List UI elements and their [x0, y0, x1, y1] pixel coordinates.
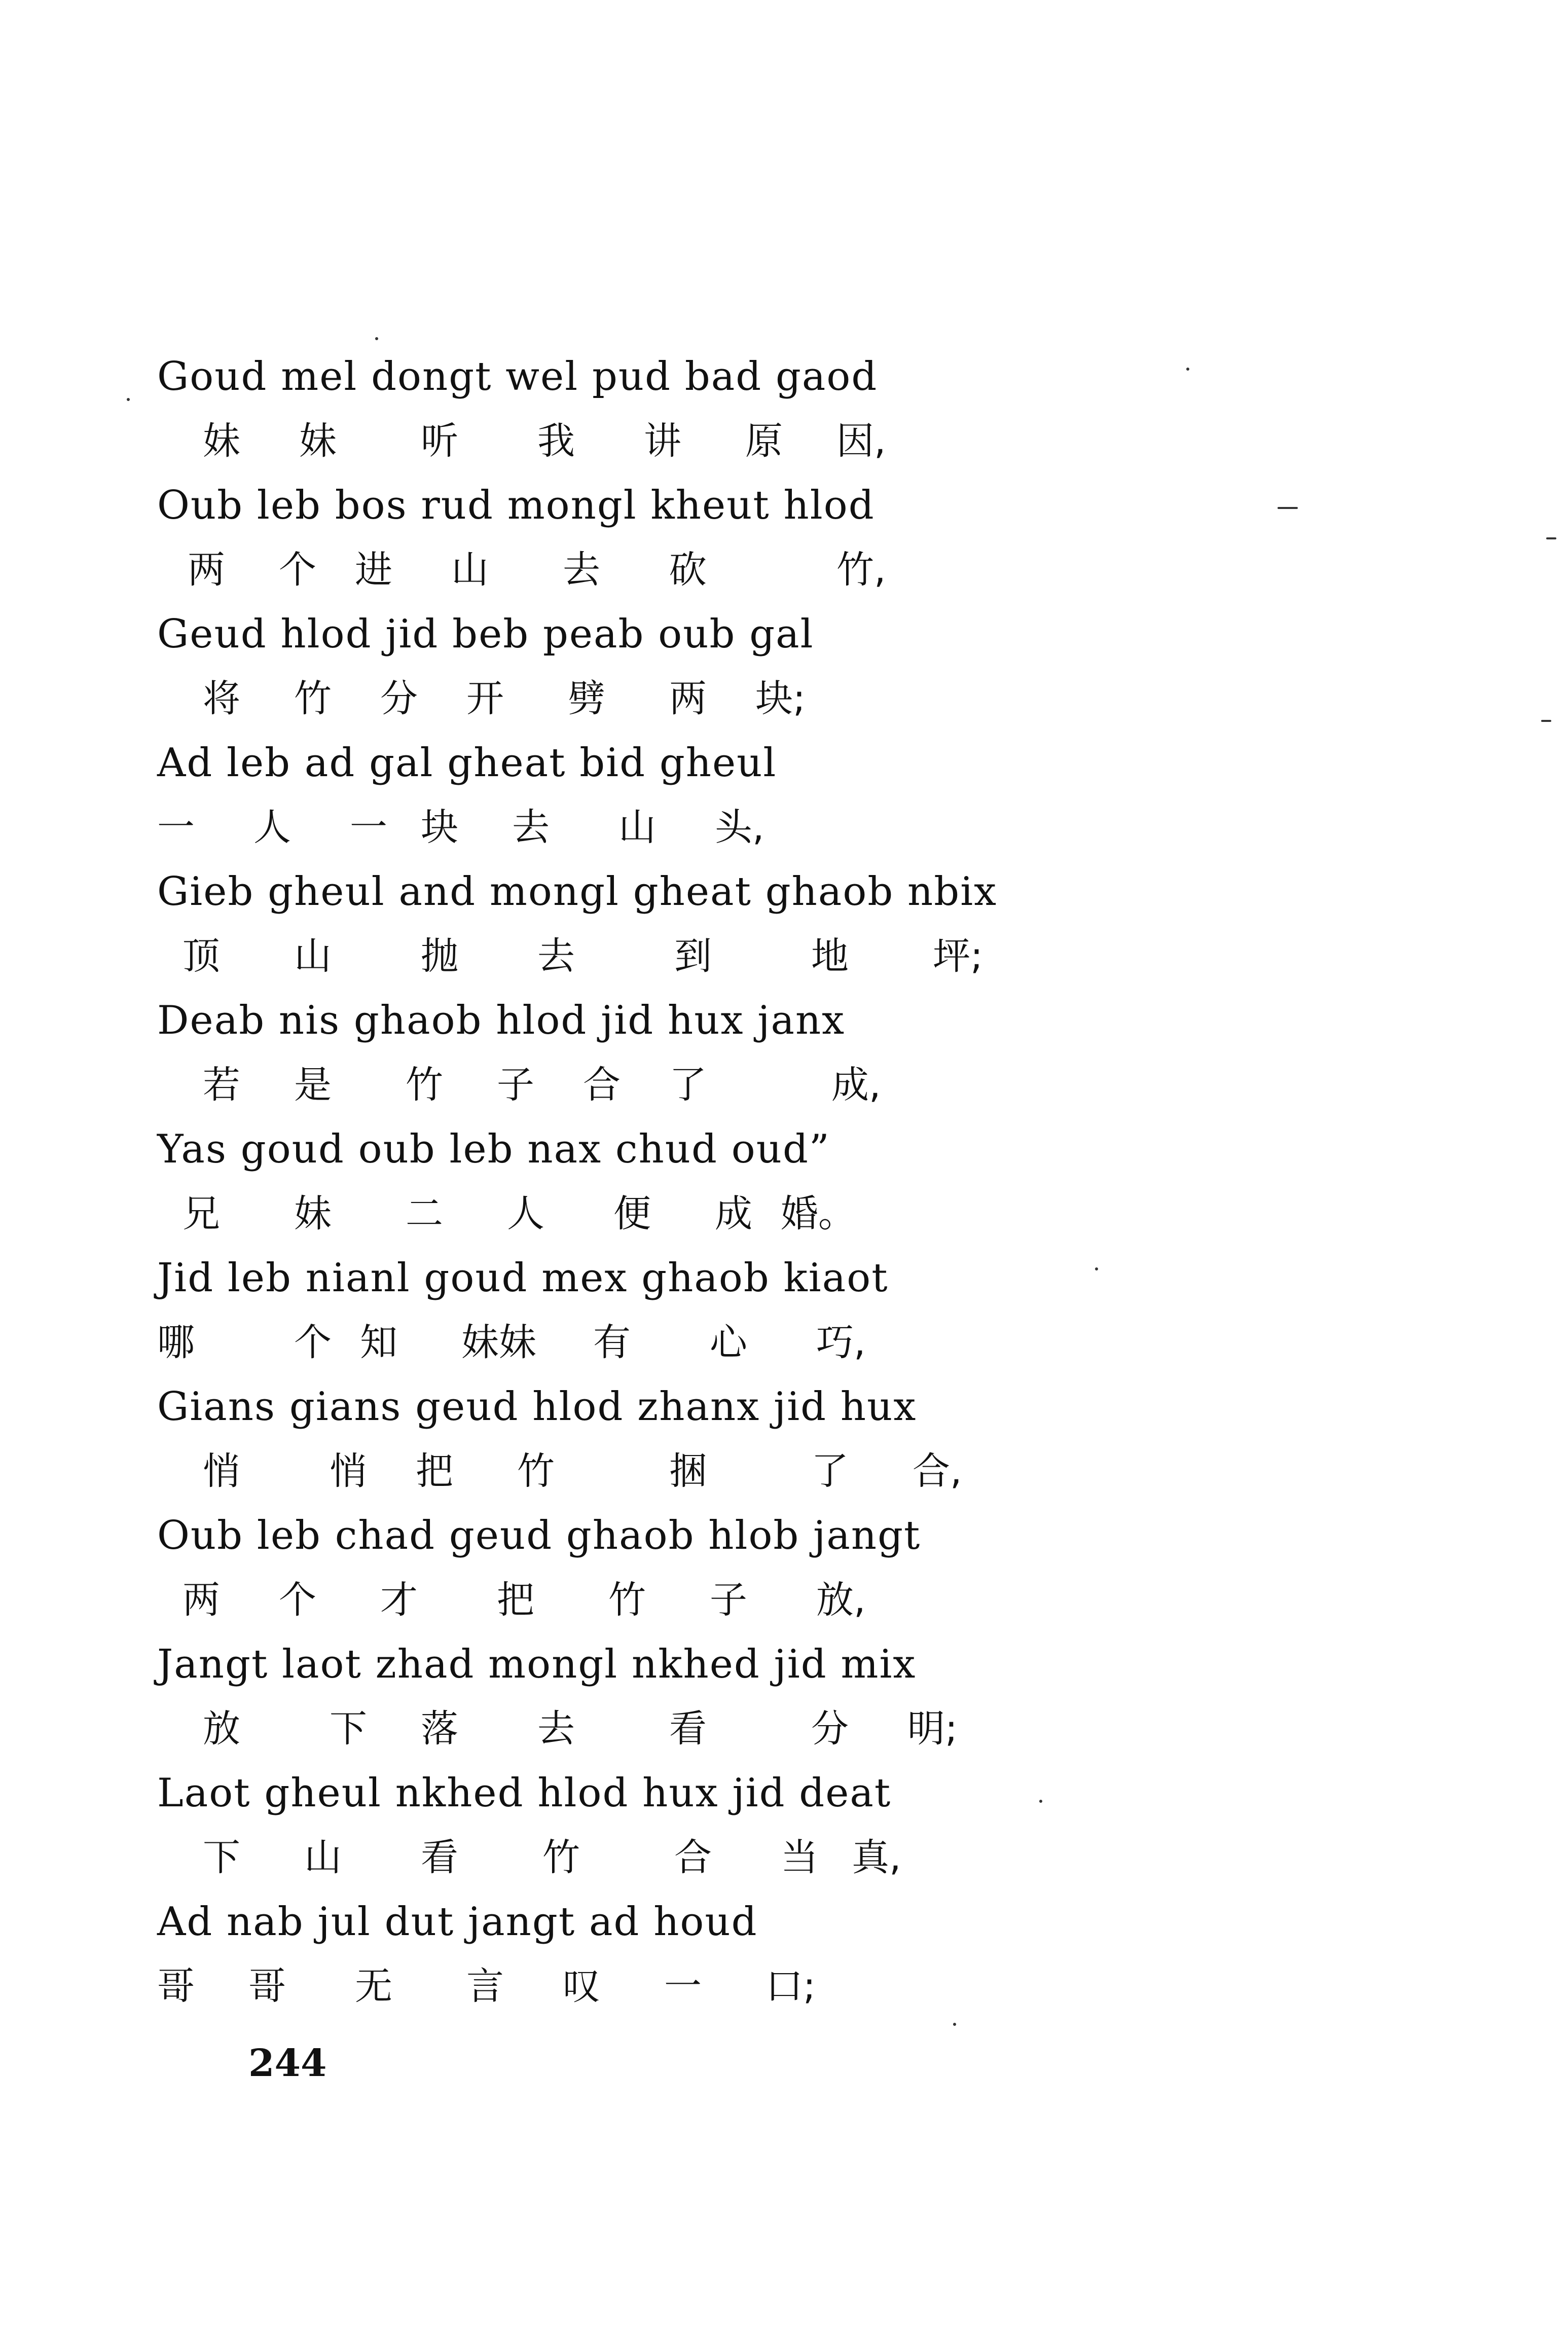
- gloss-character: 合,: [913, 1449, 962, 1493]
- gloss-character: 我: [537, 419, 575, 463]
- gloss-character: 山: [451, 548, 489, 592]
- gloss-character: 去: [512, 806, 550, 849]
- romanized-line: Laot gheul nkhed hlod hux jid deat: [157, 1770, 892, 1816]
- gloss-character: 抛: [421, 934, 458, 978]
- chinese-gloss-line: [157, 667, 1399, 731]
- gloss-character: 无: [355, 1964, 392, 2008]
- gloss-character: 当: [781, 1836, 818, 1879]
- gloss-character: 砍: [669, 548, 707, 592]
- gloss-character: 了: [669, 1063, 707, 1107]
- gloss-character: 两: [188, 548, 225, 592]
- gloss-character: 两: [183, 1578, 220, 1622]
- gloss-character: 了: [811, 1449, 849, 1493]
- gloss-character: 进: [355, 548, 392, 592]
- gloss-character: 看: [669, 1707, 707, 1751]
- gloss-character: 把: [497, 1578, 534, 1622]
- gloss-character: 个: [279, 1578, 316, 1622]
- romanized-line: Deab nis ghaob hlod jid hux janx: [157, 998, 846, 1043]
- gloss-character: 妹: [299, 419, 337, 463]
- gloss-character: 成: [715, 1192, 752, 1235]
- gloss-character: 下: [330, 1707, 367, 1751]
- gloss-character: 顶: [183, 934, 220, 978]
- print-speck: [1541, 720, 1551, 722]
- print-speck: [127, 398, 130, 401]
- gloss-character: 坪;: [933, 934, 983, 978]
- chinese-gloss-line: [157, 409, 1399, 474]
- gloss-character: 竹: [542, 1836, 580, 1879]
- romanized-line: Oub leb bos rud mongl kheut hlod: [157, 483, 875, 528]
- gloss-character: 块;: [755, 677, 806, 720]
- romanized-line: Oub leb chad geud ghaob hlob jangt: [157, 1513, 921, 1558]
- chinese-gloss-line: [157, 1568, 1399, 1632]
- gloss-character: 成,: [831, 1063, 881, 1107]
- gloss-character: 讲: [644, 419, 681, 463]
- gloss-character: 原: [745, 419, 783, 463]
- chinese-gloss-line: [157, 795, 1399, 860]
- gloss-character: 个: [279, 548, 316, 592]
- gloss-character: 山: [618, 806, 656, 849]
- gloss-character: 合: [583, 1063, 621, 1107]
- romanized-line: Jangt laot zhad mongl nkhed jid mix: [157, 1642, 917, 1687]
- chinese-gloss-line: [157, 1826, 1399, 1890]
- chinese-gloss-line: [157, 1182, 1399, 1246]
- gloss-character: 妹妹: [461, 1321, 536, 1364]
- gloss-character: 山: [294, 934, 332, 978]
- gloss-character: 妹: [294, 1192, 332, 1235]
- print-speck: [1095, 1267, 1098, 1270]
- gloss-character: 心: [710, 1321, 747, 1364]
- gloss-character: 去: [537, 934, 575, 978]
- chinese-gloss-line: [157, 1439, 1399, 1504]
- gloss-character: 巧,: [816, 1321, 866, 1364]
- chinese-gloss-line: [157, 1697, 1399, 1761]
- gloss-character: 有: [593, 1321, 631, 1364]
- bilingual-verse: [157, 345, 1399, 2019]
- chinese-gloss-line: [157, 924, 1399, 989]
- gloss-character: 放: [203, 1707, 240, 1751]
- gloss-character: 便: [613, 1192, 651, 1235]
- gloss-character: 因,: [836, 419, 886, 463]
- print-speck: [1546, 537, 1556, 539]
- gloss-character: 山: [304, 1836, 342, 1879]
- gloss-character: 块: [421, 806, 458, 849]
- gloss-character: 妹: [203, 419, 240, 463]
- gloss-character: 哥: [157, 1964, 195, 2008]
- romanized-line: Ad nab jul dut jangt ad houd: [157, 1899, 758, 1945]
- gloss-character: 口;: [765, 1964, 816, 2008]
- romanized-line: Yas goud oub leb nax chud oud”: [157, 1126, 830, 1172]
- romanized-line: Gieb gheul and mongl gheat ghaob nbix: [157, 869, 998, 915]
- gloss-character: 听: [421, 419, 458, 463]
- print-speck: [1278, 507, 1298, 509]
- gloss-character: 竹: [517, 1449, 555, 1493]
- gloss-character: 下: [203, 1836, 240, 1879]
- gloss-character: 落: [421, 1707, 458, 1751]
- romanized-line: Geud hlod jid beb peab oub gal: [157, 611, 814, 657]
- gloss-character: 把: [416, 1449, 453, 1493]
- gloss-character: 是: [294, 1063, 332, 1107]
- gloss-character: 头,: [715, 806, 764, 849]
- romanized-line: Gians gians geud hlod zhanx jid hux: [157, 1384, 917, 1430]
- gloss-character: 去: [563, 548, 600, 592]
- gloss-character: 二: [406, 1192, 443, 1235]
- gloss-character: 真,: [852, 1836, 901, 1879]
- chinese-gloss-line: [157, 1311, 1399, 1375]
- gloss-character: 兄: [183, 1192, 220, 1235]
- gloss-character: 婚。: [781, 1192, 856, 1235]
- page-number: 244: [248, 2042, 327, 2085]
- romanized-line: Goud mel dongt wel pud bad gaod: [157, 354, 878, 399]
- gloss-character: 劈: [568, 677, 605, 720]
- gloss-character: 去: [537, 1707, 575, 1751]
- gloss-character: 竹: [406, 1063, 443, 1107]
- gloss-character: 若: [203, 1063, 240, 1107]
- print-speck: [1186, 368, 1189, 371]
- gloss-character: 一: [157, 806, 195, 849]
- print-speck: [375, 337, 378, 340]
- romanized-line: Ad leb ad gal gheat bid gheul: [157, 740, 777, 786]
- gloss-character: 子: [710, 1578, 747, 1622]
- chinese-gloss-line: [157, 538, 1399, 602]
- gloss-character: 放,: [816, 1578, 866, 1622]
- gloss-character: 知: [360, 1321, 397, 1364]
- print-speck: [953, 2023, 956, 2026]
- gloss-character: 人: [253, 806, 291, 849]
- gloss-character: 地: [811, 934, 849, 978]
- gloss-character: 悄: [203, 1449, 240, 1493]
- gloss-character: 将: [203, 677, 240, 720]
- gloss-character: 子: [497, 1063, 534, 1107]
- gloss-character: 到: [674, 934, 712, 978]
- print-speck: [1039, 1800, 1042, 1803]
- gloss-character: 哪: [157, 1321, 195, 1364]
- gloss-character: 开: [466, 677, 504, 720]
- gloss-character: 才: [380, 1578, 418, 1622]
- gloss-character: 悄: [330, 1449, 367, 1493]
- romanized-line: Jid leb nianl goud mex ghaob kiaot: [157, 1255, 889, 1301]
- gloss-character: 叹: [563, 1964, 600, 2008]
- gloss-character: 合: [674, 1836, 712, 1879]
- gloss-character: 一: [350, 806, 387, 849]
- gloss-character: 分: [811, 1707, 849, 1751]
- gloss-character: 两: [669, 677, 707, 720]
- gloss-character: 捆: [669, 1449, 707, 1493]
- gloss-character: 看: [421, 1836, 458, 1879]
- gloss-character: 言: [466, 1964, 504, 2008]
- gloss-character: 哥: [248, 1964, 286, 2008]
- chinese-gloss-line: [157, 1954, 1399, 2019]
- gloss-character: 人: [507, 1192, 544, 1235]
- gloss-character: 个: [294, 1321, 332, 1364]
- gloss-character: 一: [664, 1964, 702, 2008]
- gloss-character: 分: [380, 677, 418, 720]
- gloss-character: 竹,: [836, 548, 886, 592]
- gloss-character: 竹: [608, 1578, 646, 1622]
- chinese-gloss-line: [157, 1053, 1399, 1117]
- gloss-character: 竹: [294, 677, 332, 720]
- gloss-character: 明;: [907, 1707, 958, 1751]
